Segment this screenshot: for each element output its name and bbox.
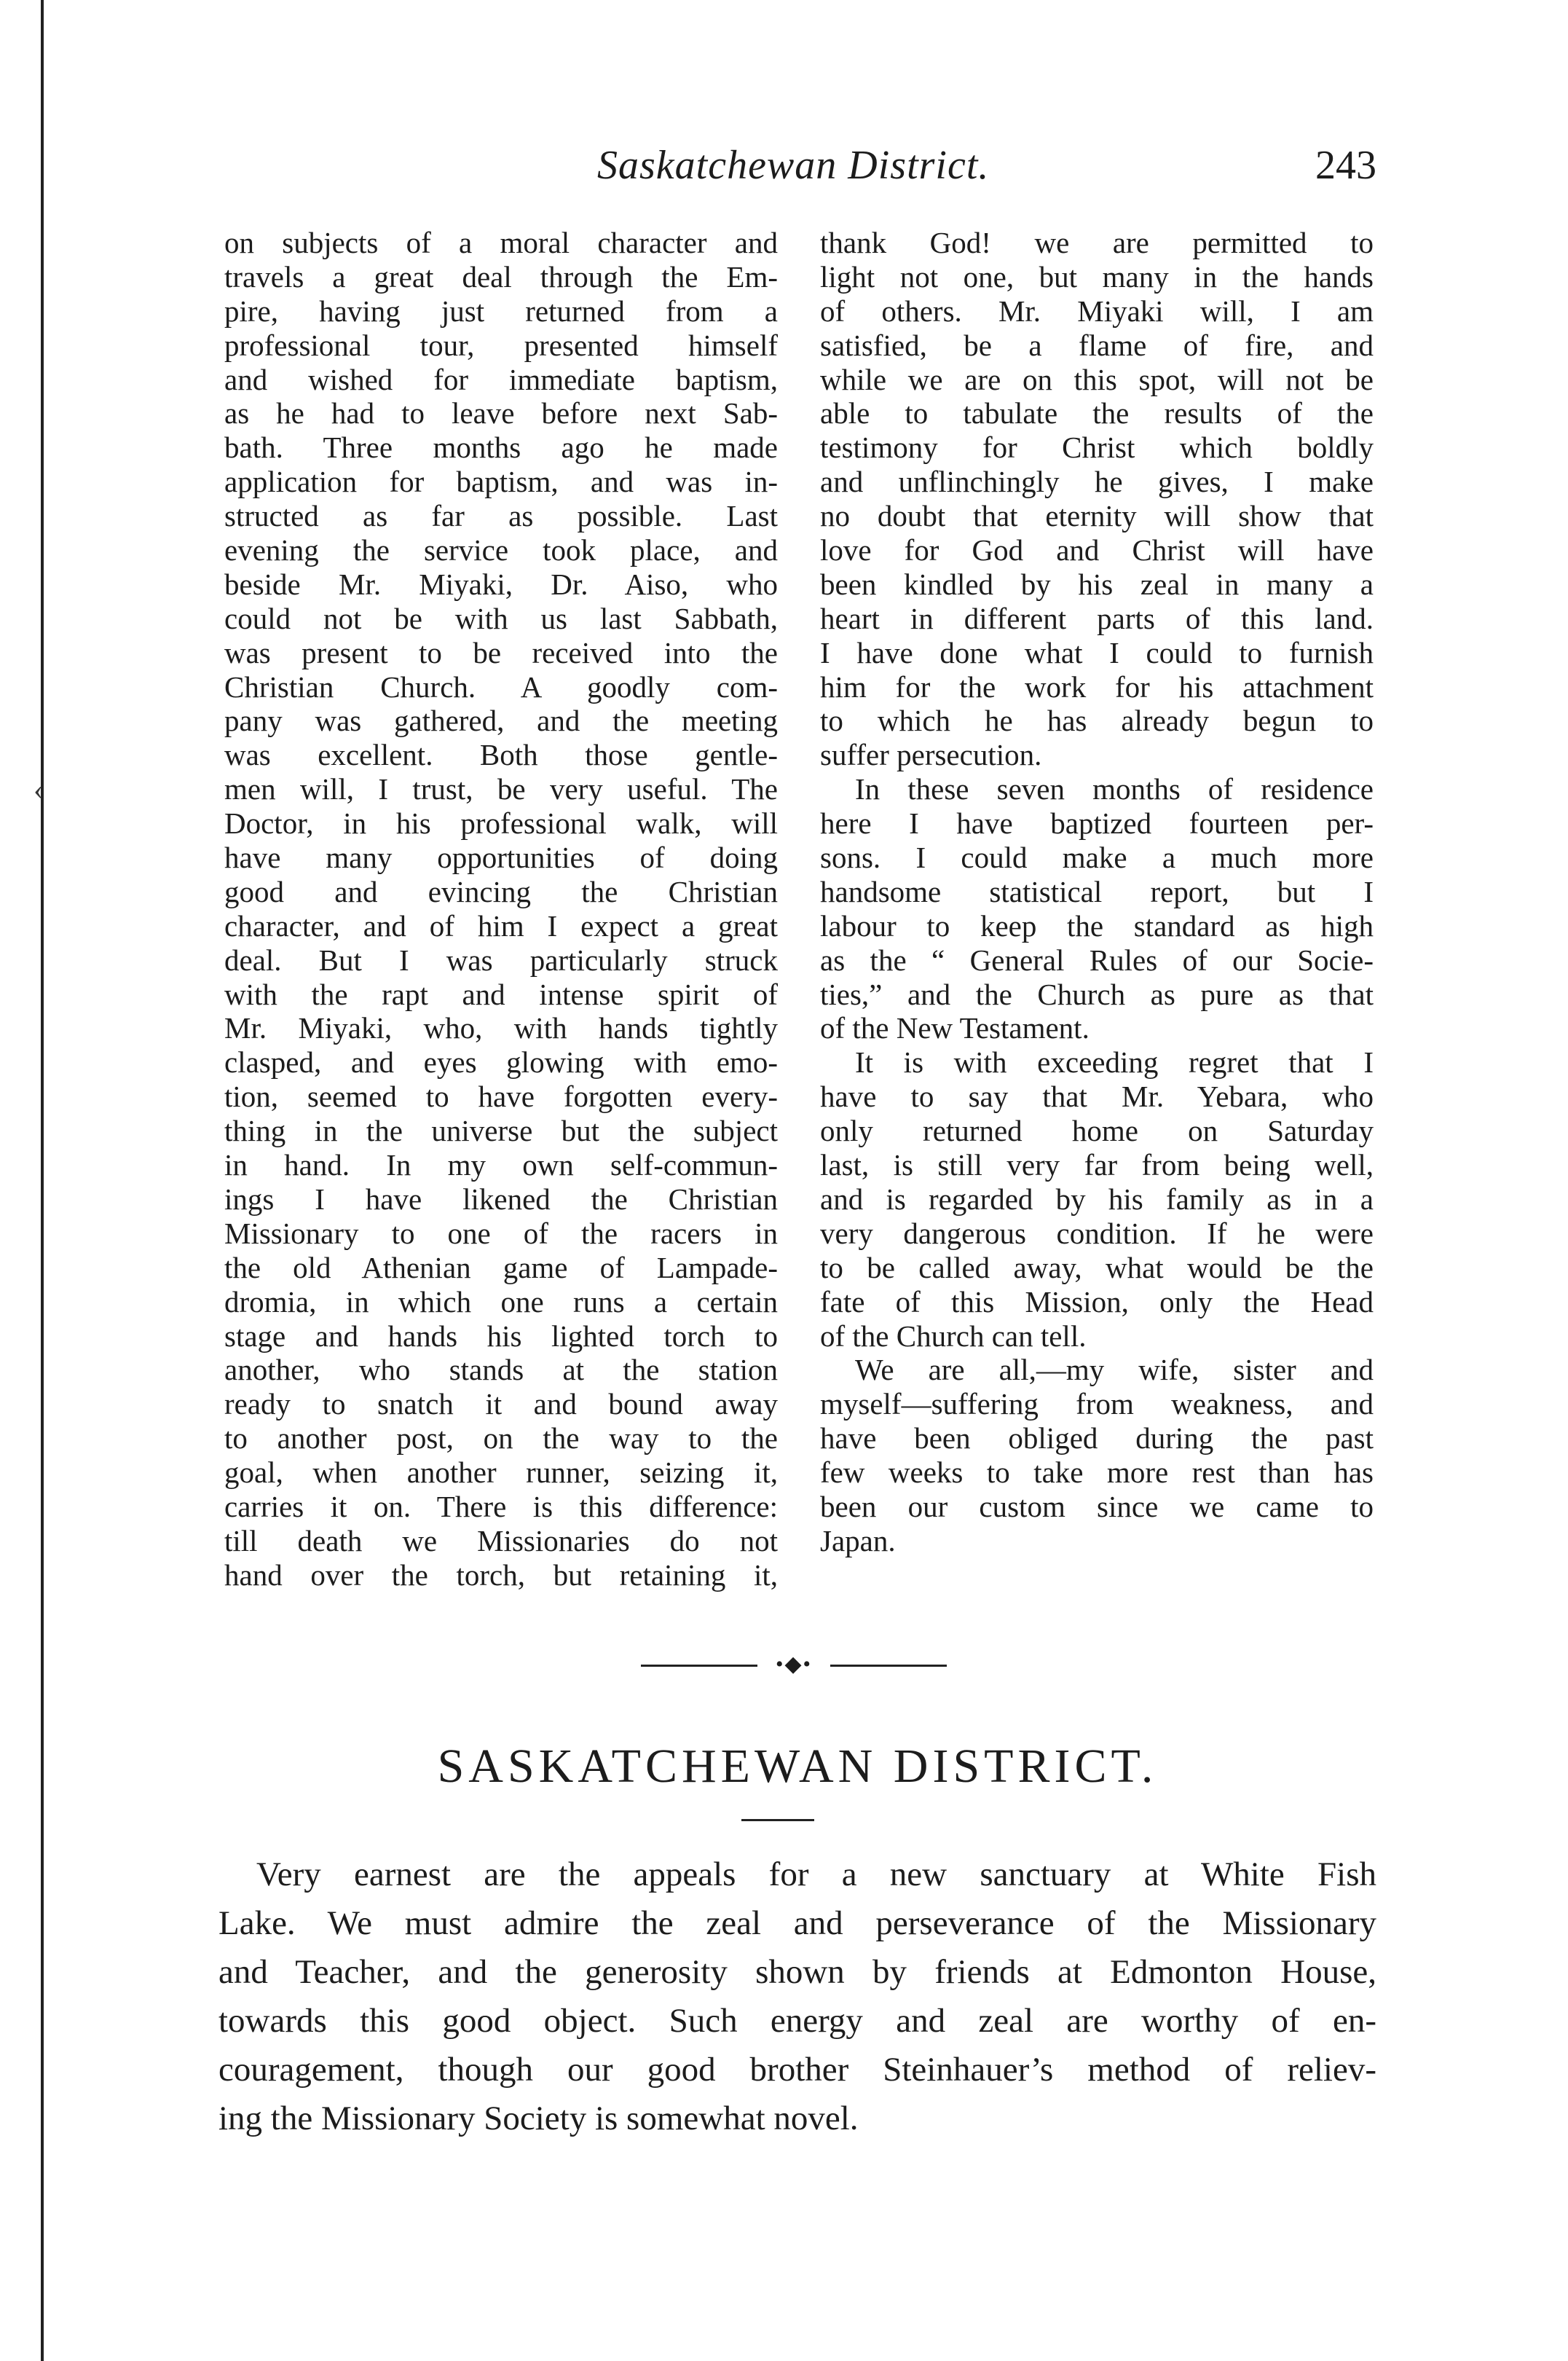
text-line: till death we Missionaries do not xyxy=(224,1523,778,1557)
text-line: was present to be received into the xyxy=(224,635,778,669)
text-line: Lake. We must admire the zeal and perseverance of the Missionary xyxy=(218,1904,1376,1942)
text-line: Japan. xyxy=(820,1523,896,1557)
text-line: travels a great deal through the Em- xyxy=(224,259,778,294)
text-line: and unflinchingly he gives, I make xyxy=(820,465,1374,499)
text-line: clasped, and eyes glowing with emo- xyxy=(224,1045,778,1080)
left-column xyxy=(224,226,778,1592)
page-edge-line xyxy=(41,0,44,2361)
ornament-glyph: •◆• xyxy=(775,1652,813,1676)
section-ornament xyxy=(641,1650,947,1679)
text-line: structed as far as possible. Last xyxy=(224,499,778,533)
text-line: thank God! we are permitted to xyxy=(820,226,1374,259)
text-line: tion, seemed to have forgotten every- xyxy=(224,1080,778,1114)
ornament-rule-left xyxy=(641,1665,757,1667)
two-column-body xyxy=(224,226,1381,1610)
running-head xyxy=(218,142,1376,200)
text-line: been kindled by his zeal in many a xyxy=(820,567,1374,601)
text-line: beside Mr. Miyaki, Dr. Aiso, who xyxy=(224,567,778,601)
text-line: It is with exceeding regret that I xyxy=(855,1045,1374,1080)
text-line: men will, I trust, be very useful. The xyxy=(224,772,778,806)
text-line: in hand. In my own self-commun- xyxy=(224,1148,778,1182)
right-column xyxy=(820,226,1374,1558)
text-line: been our custom since we came to xyxy=(820,1489,1374,1523)
text-line: him for the work for his attachment xyxy=(820,669,1374,704)
text-line: character, and of him I expect a great xyxy=(224,908,778,943)
text-line: and is regarded by his family as in a xyxy=(820,1182,1374,1216)
text-line: only returned home on Saturday xyxy=(820,1114,1374,1148)
margin-mark: ‹ xyxy=(34,773,44,806)
text-line: ings I have likened the Christian xyxy=(224,1182,778,1216)
text-line: of others. Mr. Miyaki will, I am xyxy=(820,294,1374,328)
running-title: Saskatchewan District. xyxy=(597,143,990,188)
text-line: application for baptism, and was in- xyxy=(224,465,778,499)
text-line: here I have baptized fourteen per- xyxy=(820,806,1374,841)
text-line: fate of this Mission, only the Head xyxy=(820,1284,1374,1319)
text-line: Doctor, in his professional walk, will xyxy=(224,806,778,841)
text-line: ing the Missionary Society is somewhat novel. xyxy=(218,2099,859,2137)
text-line: the old Athenian game of Lampade- xyxy=(224,1250,778,1284)
text-line: hand over the torch, but retaining it, xyxy=(224,1557,778,1592)
text-line: and Teacher, and the generosity shown by friends at Edmonton House, xyxy=(218,1953,1376,1991)
text-line: goal, when another runner, seizing it, xyxy=(224,1456,778,1490)
text-line: Missionary to one of the racers in xyxy=(224,1216,778,1250)
text-line: and wished for immediate baptism, xyxy=(224,362,778,396)
text-line: was excellent. Both those gentle- xyxy=(224,738,778,772)
text-line: very dangerous condition. If he were xyxy=(820,1216,1374,1250)
ornament-rule-right xyxy=(830,1665,947,1667)
text-line: few weeks to take more rest than has xyxy=(820,1456,1374,1490)
text-line: In these seven months of residence xyxy=(855,772,1374,806)
text-line: have to say that Mr. Yebara, who xyxy=(820,1080,1374,1114)
text-line: evening the service took place, and xyxy=(224,533,778,567)
text-line: to be called away, what would be the xyxy=(820,1250,1374,1284)
text-line: handsome statistical report, but I xyxy=(820,874,1374,908)
text-line: to another post, on the way to the xyxy=(224,1421,778,1456)
text-line: could not be with us last Sabbath, xyxy=(224,601,778,635)
text-line: ties,” and the Church as pure as that xyxy=(820,977,1374,1011)
text-line: suffer persecution. xyxy=(820,738,1042,772)
text-line: towards this good object. Such energy and zeal are worthy of en- xyxy=(218,2002,1376,2040)
section-title: SASKATCHEWAN DISTRICT. xyxy=(437,1740,1158,1793)
text-line: have many opportunities of doing xyxy=(224,841,778,875)
text-line: another, who stands at the station xyxy=(224,1353,778,1387)
text-line: on subjects of a moral character and xyxy=(224,226,778,259)
text-line: of the Church can tell. xyxy=(820,1319,1087,1353)
text-line: with the rapt and intense spirit of xyxy=(224,977,778,1011)
text-line: as he had to leave before next Sab- xyxy=(224,396,778,431)
text-line: Mr. Miyaki, who, with hands tightly xyxy=(224,1011,778,1045)
text-line: thing in the universe but the subject xyxy=(224,1114,778,1148)
text-line: deal. But I was particularly struck xyxy=(224,943,778,977)
text-line: no doubt that eternity will show that xyxy=(820,499,1374,533)
section-paragraph xyxy=(218,1850,1376,2143)
text-line: have been obliged during the past xyxy=(820,1421,1374,1456)
text-line: sons. I could make a much more xyxy=(820,841,1374,875)
text-line: satisfied, be a flame of fire, and xyxy=(820,328,1374,362)
text-line: myself—suffering from weakness, and xyxy=(820,1387,1374,1421)
text-line: Very earnest are the appeals for a new sanctuary at White Fish xyxy=(256,1855,1376,1893)
text-line: good and evincing the Christian xyxy=(224,874,778,908)
text-line: love for God and Christ will have xyxy=(820,533,1374,567)
text-line: of the New Testament. xyxy=(820,1011,1090,1045)
text-line: labour to keep the standard as high xyxy=(820,908,1374,943)
page-number: 243 xyxy=(1315,143,1376,188)
text-line: to which he has already begun to xyxy=(820,704,1374,738)
text-line: while we are on this spot, will not be xyxy=(820,362,1374,396)
text-line: ready to snatch it and bound away xyxy=(224,1387,778,1421)
text-line: as the “ General Rules of our Socie- xyxy=(820,943,1374,977)
text-line: pany was gathered, and the meeting xyxy=(224,704,778,738)
text-line: couragement, though our good brother Steinhauer’s method of reliev- xyxy=(218,2051,1376,2089)
text-line: able to tabulate the results of the xyxy=(820,396,1374,431)
text-line: light not one, but many in the hands xyxy=(820,259,1374,294)
text-line: testimony for Christ which boldly xyxy=(820,431,1374,465)
text-line: last, is still very far from being well, xyxy=(820,1148,1374,1182)
text-line: dromia, in which one runs a certain xyxy=(224,1284,778,1319)
text-line: bath. Three months ago he made xyxy=(224,431,778,465)
text-line: Christian Church. A goodly com- xyxy=(224,669,778,704)
text-line: pire, having just returned from a xyxy=(224,294,778,328)
text-line: professional tour, presented himself xyxy=(224,328,778,362)
text-line: stage and hands his lighted torch to xyxy=(224,1319,778,1353)
text-line: heart in different parts of this land. xyxy=(820,601,1374,635)
text-line: We are all,—my wife, sister and xyxy=(855,1353,1374,1387)
text-line: I have done what I could to furnish xyxy=(820,635,1374,669)
section-rule xyxy=(741,1819,814,1821)
text-line: carries it on. There is this difference: xyxy=(224,1489,778,1523)
